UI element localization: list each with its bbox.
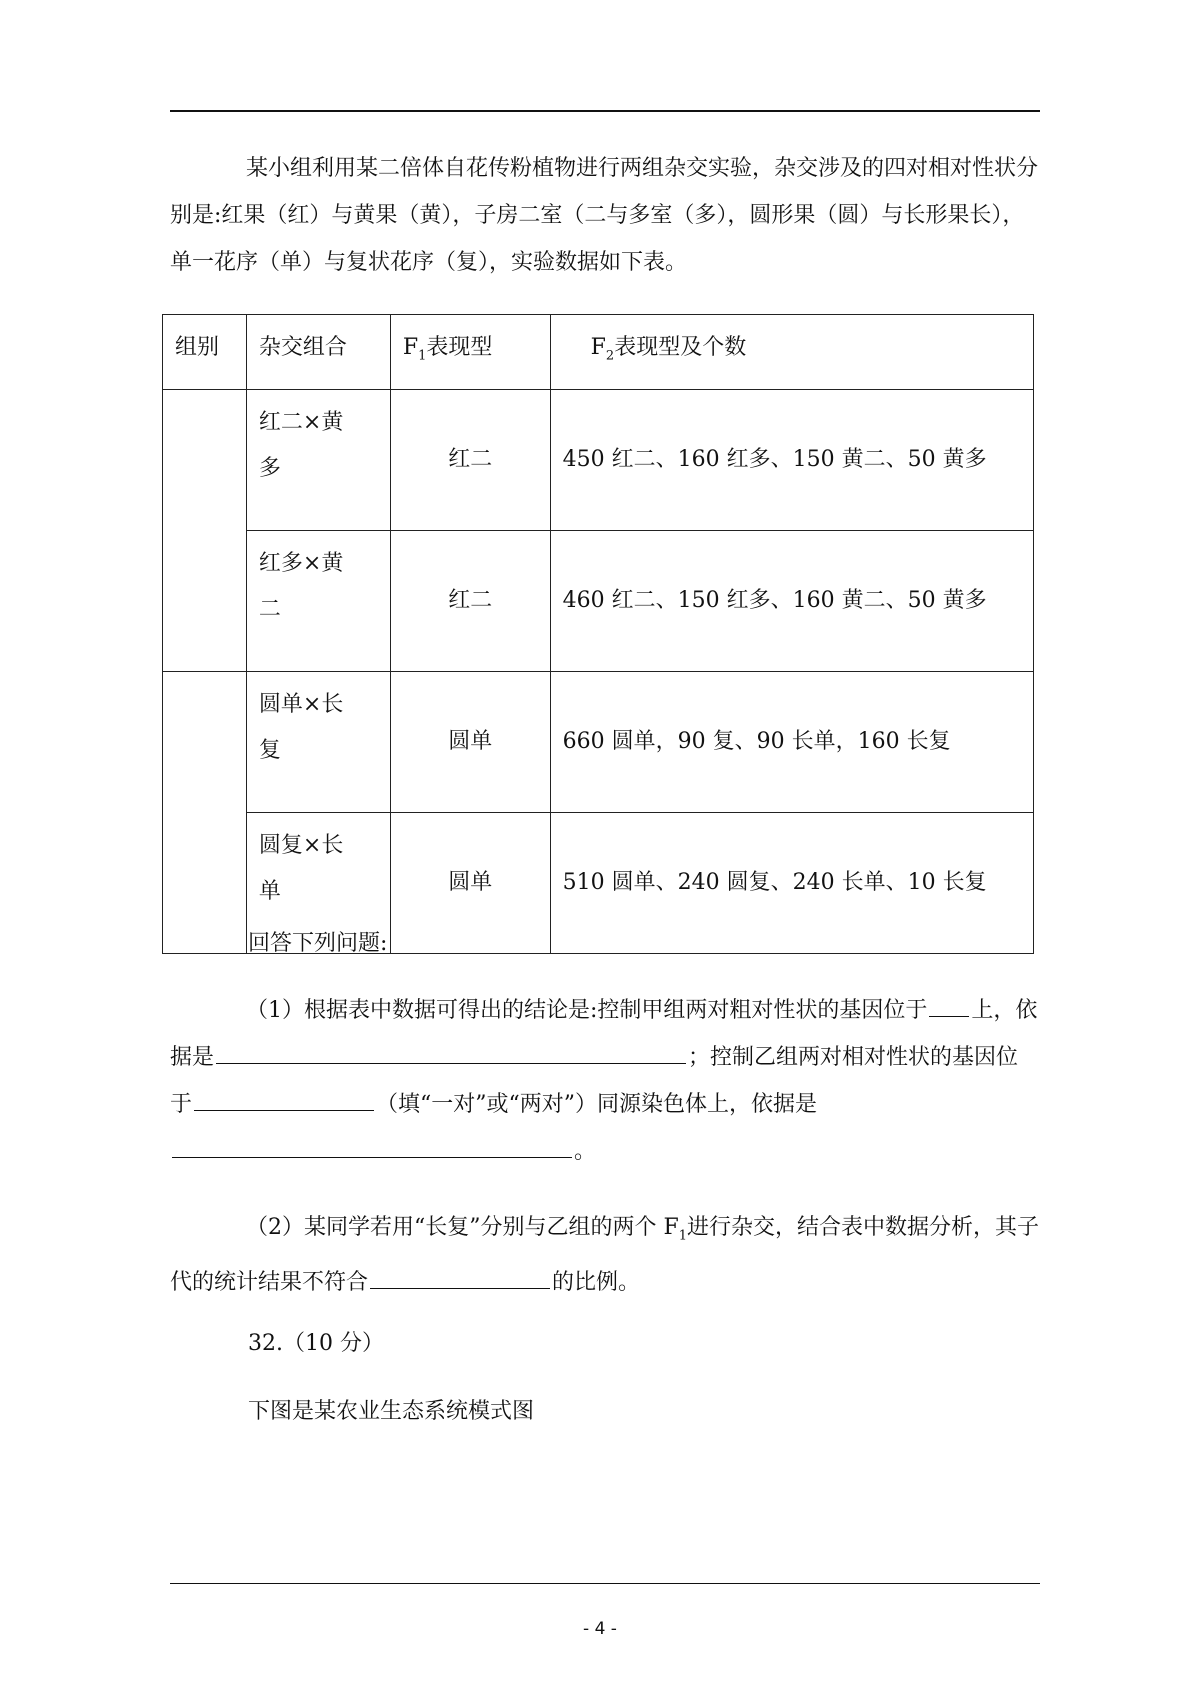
f1-cell: 红二 <box>448 447 493 473</box>
data-table <box>162 314 1034 954</box>
f2-cell: 510 圆单、240 圆复、240 长单、10 长复 <box>562 870 987 896</box>
intro-paragraph: 某小组利用某二倍体自花传粉植物进行两组杂交实验，杂交涉及的四对相对性状分别是:红果（红）与黄果（黄），子房二室（二与多室（多），圆形果（圆）与长形果长），单一花序（单）与复状花序（复），实验数据如下表。 <box>170 156 1039 275</box>
f1-cell: 红二 <box>448 588 493 614</box>
header-f1: $F_1$表现型 <box>402 335 493 364</box>
page-number: - 4 - <box>583 1619 617 1639</box>
question-32-text: 下图是某农业生态系统模式图 <box>248 1399 535 1424</box>
question-32-heading: 32.（10 分） <box>248 1331 384 1356</box>
header-group: 组别 <box>175 335 220 360</box>
header-f2: $F_2$表现型及个数 <box>590 335 747 364</box>
answer-blank-4[interactable] <box>172 1131 572 1158</box>
answer-blank-1[interactable] <box>929 990 969 1017</box>
cross-cell: 圆单×长复 <box>258 692 344 764</box>
group-cell-jia <box>163 390 247 672</box>
f2-cell: 660 圆单，90 复、90 长单，160 长复 <box>562 729 951 755</box>
answer-blank-2[interactable] <box>216 1037 686 1064</box>
answer-blank-3[interactable] <box>194 1084 374 1111</box>
question-1: （1）根据表中数据可得出的结论是:控制甲组两对粗对性状的基因位于 上，依据是 ；控制乙组两对相对性状的基因位于 （填“一对”或“两对”）同源染色体上，依据是。 <box>170 987 1040 1175</box>
header-rule <box>170 110 1040 112</box>
f2-cell: 460 红二、150 红多、160 黄二、50 黄多 <box>562 588 987 614</box>
f1-cell: 圆单 <box>448 870 493 896</box>
cross-cell: 圆复×长单 <box>258 833 344 905</box>
table-header-row <box>163 315 1034 390</box>
footer-rule <box>170 1583 1040 1584</box>
answer-prompt: 回答下列问题: <box>248 931 388 956</box>
header-cross: 杂交组合 <box>258 335 347 360</box>
f2-cell: 450 红二、160 红多、150 黄二、50 黄多 <box>562 447 987 473</box>
table-row <box>163 390 1034 531</box>
f1-cell: 圆单 <box>448 729 493 755</box>
question-2: （2）某同学若用“长复”分别与乙组的两个 $F_1$进行杂交，结合表中数据分析，其子代的统计结果不符合 的比例。 <box>170 1215 1040 1296</box>
group-cell-yi <box>163 672 247 954</box>
answer-blank-5[interactable] <box>370 1262 550 1289</box>
cross-cell: 红二×黄多 <box>258 410 344 482</box>
table-row <box>163 672 1034 813</box>
cross-cell: 红多×黄二 <box>258 551 344 623</box>
table-row <box>163 531 1034 672</box>
